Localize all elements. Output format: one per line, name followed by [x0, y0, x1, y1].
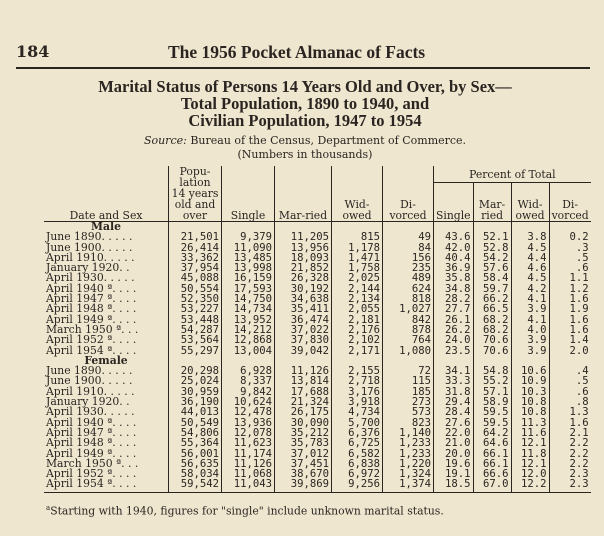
cell-pct-single: 19.1 — [434, 469, 474, 479]
cell-pct-single: 18.5 — [434, 479, 474, 492]
cell-pct-married: 58.9 — [473, 397, 511, 407]
cell-pct-married: 68.2 — [473, 325, 511, 335]
cell-pct-divorced: 2.2 — [549, 438, 591, 448]
row-date: June 1890. . . . . — [46, 230, 133, 244]
cell-married: 21,852 — [275, 263, 332, 273]
cell-divorced: 823 — [383, 418, 434, 428]
cell-pct-married: 66.1 — [473, 449, 511, 459]
row-date: June 1900. . . . . — [46, 374, 133, 388]
row-date: April 1930. . . . . — [46, 405, 135, 419]
cell-divorced: 818 — [383, 294, 434, 304]
cell-divorced: 1,324 — [383, 469, 434, 479]
row-date: January 1920. . — [46, 261, 130, 275]
cell-married: 37,012 — [275, 449, 332, 459]
row-date: April 1948 ª. . . . — [46, 436, 137, 450]
cell-pct-single: 40.4 — [434, 253, 474, 263]
cell-pct-single: 43.6 — [434, 232, 474, 242]
cell-population: 36,190 — [169, 397, 222, 407]
cell-pct-married: 55.2 — [473, 376, 511, 386]
cell-divorced: 72 — [383, 366, 434, 376]
cell-pct-widowed: 10.6 — [511, 366, 549, 376]
col-population: Popu-lation 14 years old and over — [169, 166, 222, 222]
section-label: Female — [84, 353, 128, 367]
table-row — [44, 479, 591, 492]
cell-widowed: 2,055 — [332, 304, 383, 314]
cell-pct-widowed: 4.5 — [511, 243, 549, 253]
cell-divorced: 1,374 — [383, 479, 434, 492]
cell-pct-single: 27.6 — [434, 418, 474, 428]
cell-pct-married: 58.4 — [473, 273, 511, 283]
cell-single: 13,952 — [222, 315, 275, 325]
cell-married: 18,093 — [275, 253, 332, 263]
cell-widowed: 2,102 — [332, 335, 383, 345]
cell-divorced: 115 — [383, 376, 434, 386]
cell-single: 14,212 — [222, 325, 275, 335]
cell-pct-widowed: 3.9 — [511, 335, 549, 345]
cell-pct-divorced: 2.2 — [549, 449, 591, 459]
row-date: April 1947 ª. . . . — [46, 425, 137, 439]
col-single: Single — [222, 166, 275, 222]
cell-married: 39,042 — [275, 346, 332, 356]
cell-pct-divorced: 1.1 — [549, 273, 591, 283]
cell-divorced: 185 — [383, 387, 434, 397]
cell-single: 11,623 — [222, 438, 275, 448]
cell-married: 34,638 — [275, 294, 332, 304]
cell-population: 54,806 — [169, 428, 222, 438]
col-percent-of-total: Percent of Total — [434, 166, 591, 183]
cell-pct-widowed: 4.1 — [511, 294, 549, 304]
cell-single: 12,078 — [222, 428, 275, 438]
cell-pct-married: 68.2 — [473, 315, 511, 325]
cell-widowed: 815 — [332, 232, 383, 242]
cell-population: 50,549 — [169, 418, 222, 428]
units-note: (Numbers in thousands) — [237, 148, 373, 161]
cell-married: 11,126 — [275, 366, 332, 376]
cell-population: 20,298 — [169, 366, 222, 376]
cell-married: 37,830 — [275, 335, 332, 345]
row-date: April 1910. . . . . — [46, 250, 135, 264]
row-date: April 1952 ª. . . . — [46, 333, 137, 347]
cell-single: 11,174 — [222, 449, 275, 459]
row-date: April 1952 ª. . . . — [46, 467, 137, 481]
cell-widowed: 6,582 — [332, 449, 383, 459]
cell-pct-widowed: 12.0 — [511, 469, 549, 479]
cell-divorced: 573 — [383, 407, 434, 417]
cell-population: 30,959 — [169, 387, 222, 397]
cell-pct-divorced: 0.2 — [549, 232, 591, 242]
cell-divorced: 842 — [383, 315, 434, 325]
cell-pct-single: 23.5 — [434, 346, 474, 356]
cell-pct-single: 22.0 — [434, 428, 474, 438]
cell-population: 21,501 — [169, 232, 222, 242]
cell-pct-married: 54.2 — [473, 253, 511, 263]
cell-married: 11,205 — [275, 232, 332, 242]
row-date: April 1954 ª. . . . — [46, 477, 137, 491]
cell-widowed: 4,734 — [332, 407, 383, 417]
cell-population: 50,554 — [169, 284, 222, 294]
cell-married: 17,688 — [275, 387, 332, 397]
cell-single: 11,090 — [222, 243, 275, 253]
cell-pct-single: 26.2 — [434, 325, 474, 335]
cell-pct-married: 59.7 — [473, 284, 511, 294]
row-date: April 1947 ª. . . . — [46, 292, 137, 306]
cell-pct-divorced: 1.2 — [549, 284, 591, 294]
cell-pct-single: 26.1 — [434, 315, 474, 325]
cell-pct-married: 70.6 — [473, 346, 511, 356]
cell-widowed: 1,471 — [332, 253, 383, 263]
cell-single: 11,068 — [222, 469, 275, 479]
cell-divorced: 1,233 — [383, 438, 434, 448]
cell-pct-widowed: 10.8 — [511, 397, 549, 407]
cell-pct-widowed: 4.0 — [511, 325, 549, 335]
cell-population: 44,013 — [169, 407, 222, 417]
cell-pct-widowed: 11.8 — [511, 449, 549, 459]
col-pct-divorced: Di-vorced — [549, 183, 591, 222]
row-date: January 1920. . — [46, 395, 130, 409]
cell-single: 11,043 — [222, 479, 275, 492]
cell-pct-single: 36.9 — [434, 263, 474, 273]
running-title: The 1956 Pocket Almanac of Facts — [168, 42, 426, 62]
cell-divorced: 624 — [383, 284, 434, 294]
footnote — [46, 504, 444, 518]
cell-pct-widowed: 11.3 — [511, 418, 549, 428]
cell-pct-widowed: 12.2 — [511, 479, 549, 492]
cell-pct-married: 67.0 — [473, 479, 511, 492]
cell-population: 53,448 — [169, 315, 222, 325]
cell-widowed: 2,171 — [332, 346, 383, 356]
col-pct-married: Mar-ried — [473, 183, 511, 222]
title-line-3: Civilian Population, 1947 to 1954 — [188, 111, 422, 130]
cell-widowed: 6,972 — [332, 469, 383, 479]
cell-married: 13,956 — [275, 243, 332, 253]
cell-divorced: 1,233 — [383, 449, 434, 459]
cell-single: 12,868 — [222, 335, 275, 345]
cell-married: 30,090 — [275, 418, 332, 428]
cell-married: 37,451 — [275, 459, 332, 469]
cell-pct-married: 57.1 — [473, 387, 511, 397]
cell-pct-divorced: .5 — [549, 253, 591, 263]
cell-pct-divorced: 2.2 — [549, 459, 591, 469]
row-date: April 1954 ª. . . . — [46, 343, 137, 357]
cell-widowed: 2,155 — [332, 366, 383, 376]
table-title — [16, 78, 594, 129]
cell-pct-widowed: 4.2 — [511, 284, 549, 294]
cell-pct-widowed: 3.9 — [511, 346, 549, 356]
cell-divorced: 49 — [383, 232, 434, 242]
row-date: March 1950 ª. . . — [46, 456, 139, 470]
cell-married: 38,670 — [275, 469, 332, 479]
cell-population: 52,350 — [169, 294, 222, 304]
cell-divorced: 156 — [383, 253, 434, 263]
cell-pct-divorced: 1.3 — [549, 407, 591, 417]
cell-pct-single: 31.8 — [434, 387, 474, 397]
cell-pct-single: 21.0 — [434, 438, 474, 448]
cell-pct-divorced: .4 — [549, 366, 591, 376]
cell-population: 59,542 — [169, 479, 222, 492]
cell-divorced: 1,080 — [383, 346, 434, 356]
cell-married: 37,022 — [275, 325, 332, 335]
cell-pct-widowed: 12.1 — [511, 459, 549, 469]
cell-pct-widowed: 3.8 — [511, 232, 549, 242]
cell-pct-divorced: .5 — [549, 376, 591, 386]
cell-population: 33,362 — [169, 253, 222, 263]
cell-widowed: 6,376 — [332, 428, 383, 438]
cell-population: 53,227 — [169, 304, 222, 314]
title-line-2: Total Population, 1890 to 1940, and — [180, 94, 430, 113]
section-label: Male — [91, 220, 121, 233]
row-date: June 1900. . . . . — [46, 240, 133, 254]
cell-single: 17,593 — [222, 284, 275, 294]
header-rule — [16, 67, 590, 69]
source-label: Source: — [143, 134, 187, 147]
cell-divorced: 1,027 — [383, 304, 434, 314]
row-date: April 1940 ª. . . . — [46, 281, 137, 295]
cell-pct-divorced: .3 — [549, 243, 591, 253]
cell-pct-married: 64.6 — [473, 438, 511, 448]
cell-pct-single: 29.4 — [434, 397, 474, 407]
cell-pct-single: 27.7 — [434, 304, 474, 314]
cell-divorced: 84 — [383, 243, 434, 253]
cell-widowed: 3,176 — [332, 387, 383, 397]
cell-population: 54,287 — [169, 325, 222, 335]
cell-pct-single: 19.6 — [434, 459, 474, 469]
cell-single: 13,004 — [222, 346, 275, 356]
cell-single: 13,485 — [222, 253, 275, 263]
cell-pct-divorced: .6 — [549, 387, 591, 397]
row-date: April 1930. . . . . — [46, 271, 135, 285]
cell-widowed: 2,025 — [332, 273, 383, 283]
cell-married: 30,192 — [275, 284, 332, 294]
cell-single: 16,159 — [222, 273, 275, 283]
page-number: 184 — [16, 42, 50, 61]
cell-pct-single: 24.0 — [434, 335, 474, 345]
col-date-sex: Date and Sex — [44, 166, 169, 222]
cell-pct-single: 42.0 — [434, 243, 474, 253]
cell-pct-widowed: 10.9 — [511, 376, 549, 386]
cell-single: 13,998 — [222, 263, 275, 273]
cell-divorced: 235 — [383, 263, 434, 273]
cell-married: 26,328 — [275, 273, 332, 283]
cell-population: 26,414 — [169, 243, 222, 253]
cell-widowed: 6,838 — [332, 459, 383, 469]
cell-population: 58,034 — [169, 469, 222, 479]
cell-pct-divorced: 2.3 — [549, 469, 591, 479]
cell-pct-married: 66.2 — [473, 294, 511, 304]
cell-married: 35,783 — [275, 438, 332, 448]
row-date: April 1948 ª. . . . — [46, 302, 137, 316]
cell-population: 53,564 — [169, 335, 222, 345]
cell-pct-widowed: 3.9 — [511, 304, 549, 314]
cell-widowed: 2,181 — [332, 315, 383, 325]
cell-pct-single: 34.8 — [434, 284, 474, 294]
cell-pct-married: 70.6 — [473, 335, 511, 345]
footnote-marker: a — [46, 504, 51, 512]
cell-single: 14,750 — [222, 294, 275, 304]
cell-population: 56,635 — [169, 459, 222, 469]
cell-single: 8,337 — [222, 376, 275, 386]
cell-married: 13,814 — [275, 376, 332, 386]
cell-single: 9,379 — [222, 232, 275, 242]
cell-pct-married: 59.5 — [473, 418, 511, 428]
row-date: April 1940 ª. . . . — [46, 415, 137, 429]
col-pct-widowed: Wid-owed — [511, 183, 549, 222]
row-date: April 1949 ª. . . . — [46, 312, 137, 326]
cell-pct-widowed: 4.6 — [511, 263, 549, 273]
cell-pct-widowed: 4.1 — [511, 315, 549, 325]
cell-pct-divorced: 1.6 — [549, 325, 591, 335]
cell-pct-widowed: 10.3 — [511, 387, 549, 397]
title-line-1: Marital Status of Persons 14 Years Old and Over, by Sex— — [98, 77, 512, 96]
cell-single: 9,842 — [222, 387, 275, 397]
col-divorced: Di-vorced — [383, 166, 434, 222]
cell-single: 14,734 — [222, 304, 275, 314]
cell-pct-widowed: 4.5 — [511, 273, 549, 283]
cell-single: 11,126 — [222, 459, 275, 469]
cell-pct-single: 35.8 — [434, 273, 474, 283]
row-date: April 1910. . . . . — [46, 384, 135, 398]
cell-single: 12,478 — [222, 407, 275, 417]
cell-widowed: 3,918 — [332, 397, 383, 407]
table-body — [44, 222, 591, 493]
cell-population: 25,024 — [169, 376, 222, 386]
cell-pct-single: 28.2 — [434, 294, 474, 304]
cell-population: 55,364 — [169, 438, 222, 448]
source-line — [16, 134, 594, 147]
cell-widowed: 1,758 — [332, 263, 383, 273]
cell-single: 6,928 — [222, 366, 275, 376]
cell-pct-divorced: 2.3 — [549, 479, 591, 492]
cell-pct-married: 66.6 — [473, 469, 511, 479]
cell-pct-married: 66.1 — [473, 459, 511, 469]
cell-pct-single: 34.1 — [434, 366, 474, 376]
cell-pct-married: 57.6 — [473, 263, 511, 273]
cell-population: 56,001 — [169, 449, 222, 459]
cell-pct-divorced: 1.6 — [549, 294, 591, 304]
cell-pct-divorced: .6 — [549, 263, 591, 273]
cell-pct-married: 59.5 — [473, 407, 511, 417]
cell-pct-married: 66.5 — [473, 304, 511, 314]
cell-pct-single: 20.0 — [434, 449, 474, 459]
cell-married: 35,411 — [275, 304, 332, 314]
cell-divorced: 1,220 — [383, 459, 434, 469]
cell-pct-divorced: 2.1 — [549, 428, 591, 438]
cell-pct-married: 52.8 — [473, 243, 511, 253]
col-married: Mar-ried — [275, 166, 332, 222]
cell-pct-widowed: 11.6 — [511, 428, 549, 438]
cell-pct-widowed: 12.1 — [511, 438, 549, 448]
cell-married: 26,175 — [275, 407, 332, 417]
row-date: March 1950 ª. . . — [46, 322, 139, 336]
cell-divorced: 1,140 — [383, 428, 434, 438]
cell-divorced: 878 — [383, 325, 434, 335]
cell-pct-divorced: 1.6 — [549, 315, 591, 325]
cell-married: 21,324 — [275, 397, 332, 407]
cell-pct-married: 54.8 — [473, 366, 511, 376]
cell-married: 39,869 — [275, 479, 332, 492]
cell-divorced: 489 — [383, 273, 434, 283]
footnote-text: Starting with 1940, figures for "single" include unknown marital status. — [50, 504, 444, 518]
cell-single: 10,624 — [222, 397, 275, 407]
cell-widowed: 9,256 — [332, 479, 383, 492]
cell-divorced: 273 — [383, 397, 434, 407]
cell-population: 55,297 — [169, 346, 222, 356]
cell-pct-divorced: 2.0 — [549, 346, 591, 356]
cell-pct-married: 64.2 — [473, 428, 511, 438]
cell-single: 13,936 — [222, 418, 275, 428]
col-widowed: Wid-owed — [332, 166, 383, 222]
cell-population: 37,954 — [169, 263, 222, 273]
row-date: April 1949 ª. . . . — [46, 446, 137, 460]
cell-widowed: 6,725 — [332, 438, 383, 448]
cell-widowed: 2,144 — [332, 284, 383, 294]
cell-pct-divorced: 1.6 — [549, 418, 591, 428]
cell-pct-single: 33.3 — [434, 376, 474, 386]
cell-widowed: 2,176 — [332, 325, 383, 335]
cell-pct-married: 52.1 — [473, 232, 511, 242]
cell-pct-widowed: 10.8 — [511, 407, 549, 417]
cell-divorced: 764 — [383, 335, 434, 345]
cell-pct-divorced: .8 — [549, 397, 591, 407]
cell-widowed: 2,134 — [332, 294, 383, 304]
cell-pct-single: 28.4 — [434, 407, 474, 417]
cell-widowed: 2,718 — [332, 376, 383, 386]
source-text: Bureau of the Census, Department of Commerce. — [190, 134, 467, 147]
cell-widowed: 1,178 — [332, 243, 383, 253]
cell-population: 45,088 — [169, 273, 222, 283]
cell-pct-divorced: 1.9 — [549, 304, 591, 314]
cell-widowed: 5,700 — [332, 418, 383, 428]
col-pct-single: Single — [434, 183, 474, 222]
cell-married: 35,212 — [275, 428, 332, 438]
row-date: June 1890. . . . . — [46, 364, 133, 378]
cell-married: 36,474 — [275, 315, 332, 325]
cell-pct-widowed: 4.4 — [511, 253, 549, 263]
marital-status-table — [44, 166, 591, 493]
cell-pct-divorced: 1.4 — [549, 335, 591, 345]
